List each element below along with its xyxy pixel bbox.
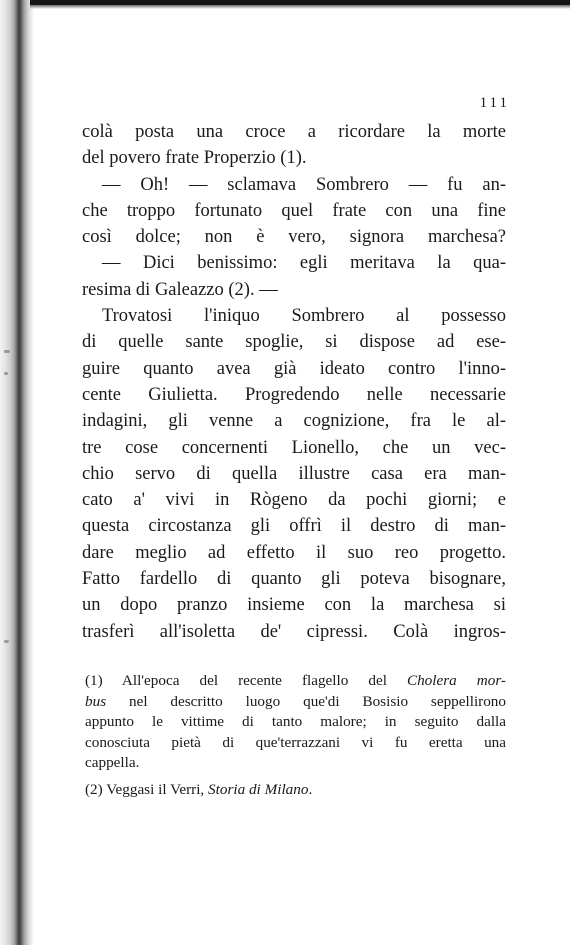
body-line: — Dici benissimo: egli meritava la qua- (102, 253, 506, 274)
footnote-1-line: appunto le vittime di tanto malore; in seguito dalla (85, 713, 506, 730)
body-line: colà posta una croce a ricordare la morte (82, 122, 506, 142)
page-top-edge-shadow (30, 5, 570, 9)
page-speck (4, 640, 9, 643)
body-line: che troppo fortunato quel frate con una fine (82, 200, 506, 221)
body-line: indagini, gli venne a cognizione, fra le al- (82, 411, 506, 432)
body-line: cato a' vivi in Rògeno da pochi giorni; e (82, 490, 506, 511)
page-speck (4, 372, 8, 375)
body-line: cente Giulietta. Progredendo nelle necessarie (82, 384, 506, 405)
body-line: Fatto fardello di quanto gli poteva bisognare, (82, 569, 506, 590)
body-line: così dolce; non è vero, signora marchesa? (82, 227, 506, 248)
body-line: chio servo di quella illustre casa era man- (82, 463, 506, 484)
footnote-1-line (85, 671, 506, 692)
book-spine-shadow (0, 0, 34, 945)
body-line: questa circostanza gli offrì il destro di man- (82, 516, 506, 537)
footnotes (85, 671, 506, 800)
footnote-1-italic: Cholera mor- (406, 672, 506, 689)
body-line: tre cose concernenti Lionello, che un vec- (82, 437, 506, 458)
footnote-2-text: . (308, 780, 313, 798)
body-text (82, 119, 506, 645)
body-line: di quelle sante spoglie, si dispose ad ese- (82, 332, 506, 353)
body-line: trasferì all'isoletta de' cipressi. Colà ingros- (82, 621, 506, 642)
footnote-2-italic: Storia di Milano (208, 780, 309, 798)
body-line: guire quanto avea già ideato contro l'inno- (82, 358, 506, 379)
footnote-1-line: conosciuta pietà di que'terrazzani vi fu eretta una (85, 733, 506, 751)
footnote-1-text: nel descritto luogo que'di Bosisio seppellirono (106, 692, 506, 710)
page-number: 111 (479, 95, 510, 111)
body-line: un dopo pranzo insieme con la marchesa si (82, 595, 506, 616)
footnote-1-text: (1) All'epoca del recente flagello del (85, 672, 407, 689)
body-line: dare meglio ad effetto il suo reo progetto. (82, 542, 506, 563)
footnote-1-line (85, 692, 506, 713)
footnote-1-line: cappella. (85, 754, 140, 771)
body-line: resima di Galeazzo (2). — (82, 279, 278, 300)
footnote-2-line (85, 780, 506, 801)
body-line: — Oh! — sclamava Sombrero — fu an- (102, 174, 506, 195)
page-speck (4, 350, 10, 353)
footnote-2-text: (2) Veggasi il Verri, (85, 780, 209, 798)
body-line: del povero frate Properzio (1). (82, 148, 307, 169)
body-line: Trovatosi l'iniquo Sombrero al possesso (102, 306, 506, 327)
footnote-1-italic: bus (85, 692, 107, 710)
